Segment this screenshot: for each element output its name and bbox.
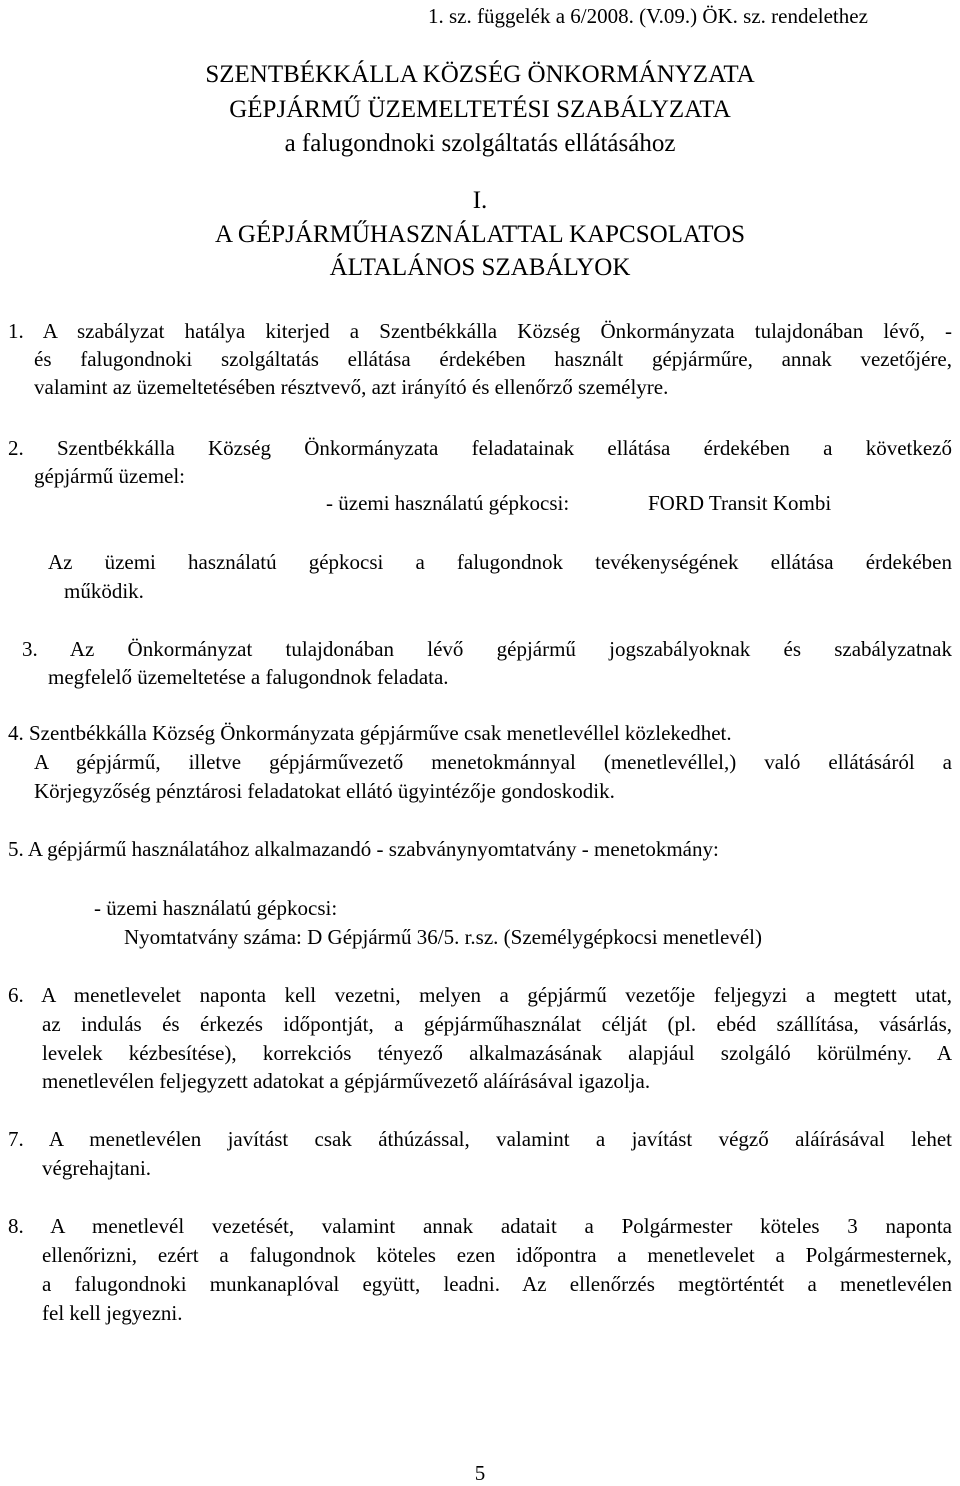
- paragraph-1-line-1: 1. A szabályzat hatálya kiterjed a Szentbékkálla Község Önkormányzata tulajdonában lévő, -: [8, 319, 952, 343]
- paragraph-5-line-1: 5. A gépjármű használatához alkalmazandó - szabványnyomtatvány - menetokmány:: [8, 837, 719, 861]
- appendix-reference: 1. sz. függelék a 6/2008. (V.09.) ÖK. sz. rendelethez: [428, 4, 868, 28]
- paragraph-8-line-4: fel kell jegyezni.: [42, 1301, 183, 1325]
- paragraph-4-line-3: Körjegyzőség pénztárosi feladatokat ellátó ügyintézője gondoskodik.: [34, 779, 615, 803]
- paragraph-1-line-3: valamint az üzemeltetésében résztvevő, azt irányító és ellenőrző személyre.: [34, 375, 669, 399]
- section-number: I.: [472, 187, 488, 214]
- paragraph-2-sub-line-2: működik.: [64, 579, 144, 603]
- paragraph-3-line-2: megfelelő üzemeltetése a falugondnok feladata.: [48, 665, 449, 689]
- paragraph-8-line-2: ellenőrizni, ezért a falugondnok köteles ezen időpontra a menetlevelet a Polgármesternek,: [42, 1243, 952, 1267]
- paragraph-6-line-3: levelek kézbesítése), korrekciós tényező alkalmazásának alapjául szolgáló körülmény. A: [42, 1041, 952, 1065]
- paragraph-6-line-1: 6. A menetlevelet naponta kell vezetni, melyen a gépjármű vezetője feljegyzi a megtett utat,: [8, 983, 952, 1007]
- paragraph-6-line-4: menetlevélen feljegyzett adatokat a gépjárművezető aláírásával igazolja.: [42, 1069, 651, 1093]
- paragraph-7-line-1: 7. A menetlevélen javítást csak áthúzással, valamint a javítást végző aláírásával lehet: [8, 1127, 952, 1151]
- paragraph-3-line-1: 3. Az Önkormányzat tulajdonában lévő gépjármű jogszabályoknak és szabályzatnak: [22, 637, 952, 661]
- section-heading-line-2: ÁLTALÁNOS SZABÁLYOK: [329, 254, 631, 281]
- paragraph-7-line-2: végrehajtani.: [42, 1156, 152, 1180]
- section-heading-line-1: A GÉPJÁRMŰHASZNÁLATTAL KAPCSOLATOS: [214, 221, 745, 248]
- paragraph-8-line-3: a falugondnoki munkanaplóval együtt, leadni. Az ellenőrzés megtörténtét a menetlevélen: [42, 1272, 952, 1296]
- document-title-line-3: a falugondnoki szolgáltatás ellátásához: [284, 130, 676, 157]
- document-title-line-2: GÉPJÁRMŰ ÜZEMELTETÉSI SZABÁLYZATA: [229, 96, 731, 123]
- paragraph-2-sub-line-1: Az üzemi használatú gépkocsi a falugondnok tevékenységének ellátása érdekében: [48, 550, 952, 574]
- vehicle-type-label: - üzemi használatú gépkocsi:: [326, 491, 570, 515]
- paragraph-5-form-number: Nyomtatvány száma: D Gépjármű 36/5. r.sz. (Személygépkocsi menetlevél): [124, 925, 762, 949]
- paragraph-4-line-2: A gépjármű, illetve gépjárművezető menetokmánnyal (menetlevéllel,) való ellátásáról a: [34, 750, 952, 774]
- vehicle-model: FORD Transit Kombi: [648, 491, 832, 515]
- paragraph-1-line-2: és falugondnoki szolgáltatás ellátása érdekében használt gépjárműre, annak vezetőjére,: [34, 347, 952, 371]
- paragraph-5-vehicle-type: - üzemi használatú gépkocsi:: [94, 896, 338, 920]
- paragraph-2-line-1: 2. Szentbékkálla Község Önkormányzata feladatainak ellátása érdekében a következő: [8, 436, 952, 460]
- paragraph-2-line-2: gépjármű üzemel:: [34, 464, 186, 488]
- document-title-line-1: SZENTBÉKKÁLLA KÖZSÉG ÖNKORMÁNYZATA: [205, 61, 755, 88]
- page-number: 5: [474, 1461, 486, 1485]
- paragraph-8-line-1: 8. A menetlevél vezetését, valamint annak adatait a Polgármester köteles 3 naponta: [8, 1214, 952, 1238]
- paragraph-4-line-1: 4. Szentbékkálla Község Önkormányzata gépjárműve csak menetlevéllel közlekedhet.: [8, 721, 732, 745]
- paragraph-6-line-2: az indulás és érkezés időpontját, a gépjárműhasználat célját (pl. ebéd szállítása, vásárlás,: [42, 1012, 952, 1036]
